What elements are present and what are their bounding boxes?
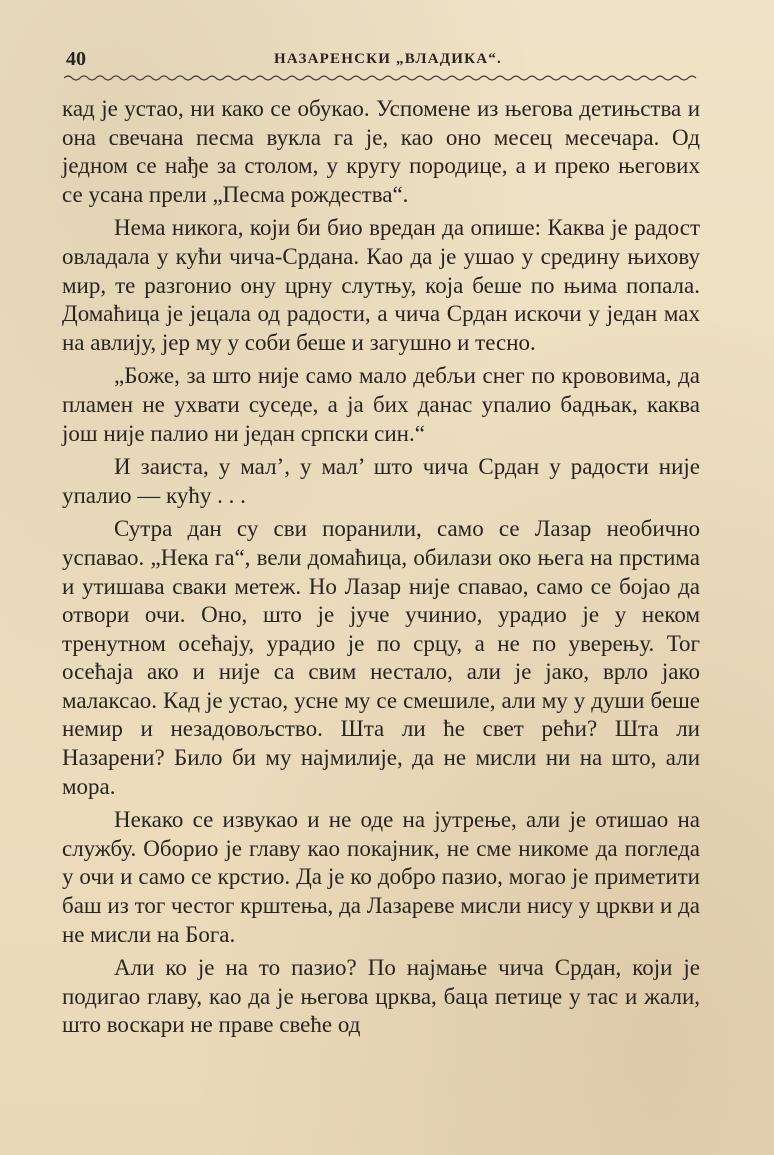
paragraph-5: Сутра дан су сви поранили, само се Лазар необично успавао. „Нека га“, вели домаћица, обилази око њега на прстима и утишава сваки метеж. Но Лазар није спавао, само се бојао да отвори очи. Оно, што је јуче учинио, урадио је у неком тренутном осећају, урадио је по срцу, а не по уверењу. Тог осећаја ако и није са свим нестало, али је јако, врло јако малаксао. Кад је устао, усне му се смешиле, али му у души беше немир и незадовољство. Шта ли ће свет рећи? Шта ли Назарени? Било би му најмилије, да не мисли ни на што, али мора. — [62, 516, 700, 799]
page-number: 40 — [66, 48, 86, 70]
paragraph-4: И заиста, у мал’, у мал’ што чича Срдан у радости није упалио — кућу . . . — [62, 454, 700, 508]
paragraph-1: кад је устао, ни како се обукао. Успомене из његова детињства и она свечана песма вукла га је, као оно месец месечара. Од једном се нађе за столом, у кругу породице, а и преко његових се усана прели „Песма рождества“. — [62, 96, 700, 207]
page-header — [64, 48, 698, 72]
running-title: НАЗАРЕНСКИ „ВЛАДИКА“. — [274, 51, 502, 67]
paragraph-7: Али ко је на то пазио? По најмање чича Срдан, који је подигао главу, као да је његова црква, баца петице у тас и жали, што воскари не праве свеће од — [62, 955, 700, 1038]
body-text — [62, 95, 700, 1045]
paragraph-3: „Боже, за што није само мало дебљи снег по крововима, да пламен не ухвати суседе, а ја бих данас упалио бадњак, каква још није палио ни један српски син.“ — [62, 363, 700, 446]
paragraph-6: Некако се извукао и не оде на јутрење, али је отишао на службу. Оборио је главу као покајник, не сме никоме да погледа у очи и само се крстио. Да је ко добро пазио, могао је приметити баш из тог честог крштења, да Лазареве мисли нису у цркви и да не мисли на Бога. — [62, 807, 700, 947]
paragraph-2: Нема никога, који би био вредан да опише: Каква је радост овладала у кући чича-Срдана. Као да је ушао у средину њихову мир, те разгонио ону црну слутњу, која беше по њима попала. Домаћица је јецала од радости, а чича Срдан искочи у један мах на авлију, јер му у соби беше и загушно и тесно. — [62, 215, 700, 355]
header-wavy-rule — [64, 74, 698, 82]
